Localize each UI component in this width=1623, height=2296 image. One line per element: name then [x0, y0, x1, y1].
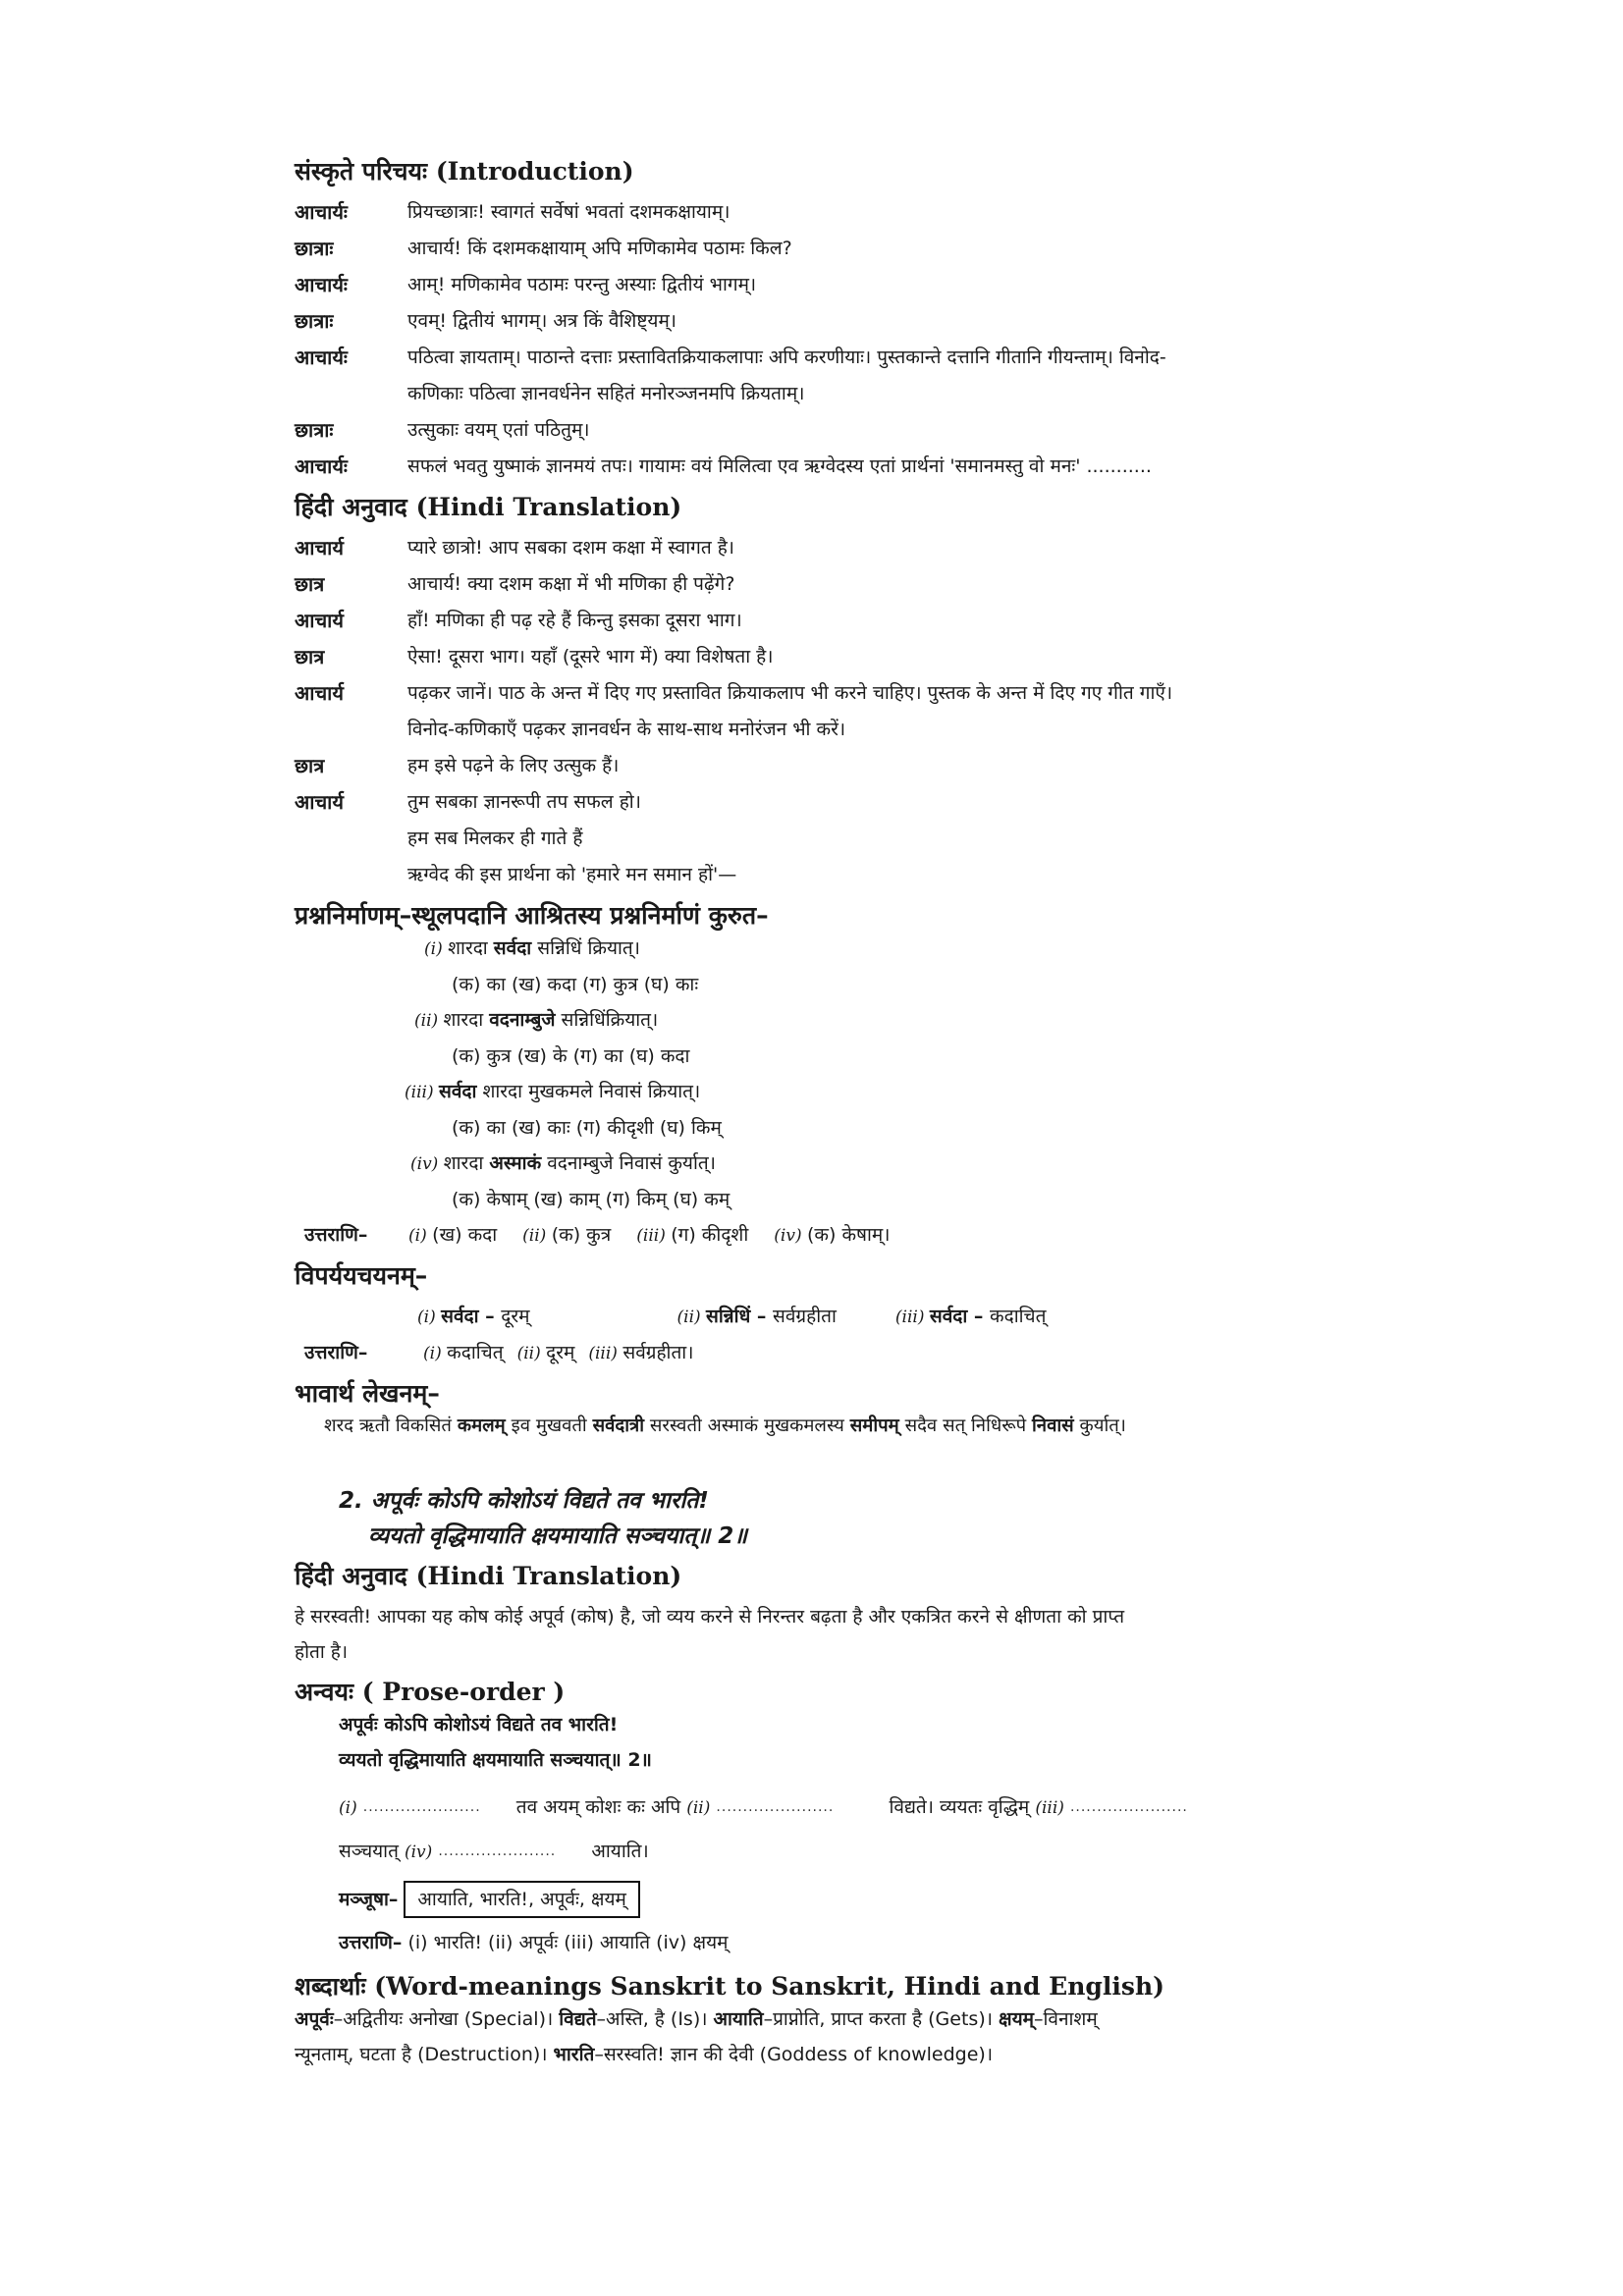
headword: अपूर्वः [295, 2008, 334, 2030]
answers-label: उत्तराणि– [304, 1224, 368, 1246]
antonym-option: कदाचित् [990, 1306, 1047, 1327]
question-options: (क) का (ख) काः (ग) कीदृशी (घ) किम् [452, 1117, 722, 1139]
question-text: शारदा [443, 1009, 490, 1031]
question-text: वदनाम्बुजे निवासं कुर्यात्। [541, 1152, 716, 1174]
dialogue-line: हम सब मिलकर ही गाते हैं [407, 828, 583, 849]
answer-number: (ii) [516, 1344, 547, 1363]
speaker-label: छात्राः [295, 237, 334, 260]
speaker-label: आचार्यः [295, 273, 348, 296]
separator: – [750, 1306, 773, 1327]
speaker-label: आचार्य [295, 609, 344, 632]
separator: – [478, 1306, 502, 1327]
hindi2-line-1: हे सरस्वती! आपका यह कोष कोई अपूर्व (कोष) है, जो व्यय करने से निरन्तर बढ़ता है और एकत्रित करने से क्षीणता को प्राप्त [295, 1606, 1125, 1628]
prose-verse-line-2: व्ययतो वृद्धिमायाति क्षयमायाति सञ्चयात्॥ 2॥ [339, 1749, 652, 1771]
dialogue-line: आम्! मणिकामेव पठामः परन्तु अस्याः द्वितीयं भागम्। [407, 274, 757, 295]
bhavarth-text [295, 1409, 1355, 1444]
headword: भारति [553, 2044, 595, 2065]
antonyms-items [295, 1299, 1355, 1335]
fill-text: आयाति। [591, 1841, 649, 1862]
bhavarth-fragment: इव मुखवती [505, 1415, 593, 1436]
prose-fill-in [295, 1786, 1355, 1964]
dialogue-line: आचार्य! क्या दशम कक्षा में भी मणिका ही पढ़ेंगे? [407, 573, 735, 595]
dialogue-line: तुम सबका ज्ञानरूपी तप सफल हो। [407, 791, 641, 813]
meaning: –अस्ति, है (Is)। [596, 2008, 714, 2030]
question-item [295, 1146, 1355, 1182]
meaning: न्यूनताम्, घटता है (Destruction)। [295, 2044, 554, 2065]
speaker-label [295, 857, 407, 893]
hindi2-heading-hi: हिंदी अनुवाद [295, 1562, 407, 1590]
bhavarth-fragment: शरद ऋतौ विकसितं [324, 1415, 458, 1436]
prose-verse-line-1: अपूर्वः कोऽपि कोशोऽयं विद्यते तव भारति! [339, 1714, 619, 1735]
bhavarth-heading: भावार्थ लेखनम्– [295, 1379, 440, 1408]
target-word: सर्वदा [493, 937, 532, 959]
hindi1-heading-en: (Hindi Translation) [415, 493, 682, 521]
answer-number: (iii) [636, 1226, 672, 1246]
answer-number: (iv) [774, 1226, 807, 1246]
dialogue-line: एवम्! द्वितीयं भागम्। अत्र किं वैशिष्ट्यम्। [407, 310, 677, 332]
answer-text: (क) केषाम्। [806, 1224, 891, 1246]
speaker-label [295, 712, 407, 748]
key-word: कमलम् [457, 1415, 506, 1436]
intro-heading-en: (Introduction) [435, 157, 634, 186]
bhavarth-fragment: सरस्वती अस्माकं मुखकमलस्य [644, 1415, 850, 1436]
hindi-translation-heading-2 [295, 1562, 1355, 1591]
fill-text: सञ्चयात् [339, 1841, 399, 1862]
item-number: (ii) [676, 1308, 707, 1327]
dialogue-line: विनोद-कणिकाएँ पढ़कर ज्ञानवर्धन के साथ-साथ मनोरंजन भी करें। [407, 719, 846, 740]
verse-2-line-1: 2. अपूर्वः कोऽपि कोशोऽयं विद्यते तव भारति! [339, 1488, 709, 1514]
antonym-item [895, 1306, 1047, 1327]
headword: क्षयम् [998, 2008, 1034, 2030]
antonym-item [417, 1306, 530, 1327]
meaning: –सरस्वति! ज्ञान की देवी (Goddess of knowledge)। [594, 2044, 994, 2065]
question-text: शारदा [443, 1152, 490, 1174]
speaker-label: छात्र [295, 754, 325, 777]
question-text: सन्निधिं क्रियात्। [531, 937, 640, 959]
item-number: (iii) [405, 1083, 439, 1102]
hindi-translation-2-text [295, 1599, 1355, 1670]
question-text: सन्निधिंक्रियात्। [555, 1009, 659, 1031]
answer-text: सर्वग्रहीता। [622, 1342, 694, 1363]
word-meanings-heading-hi: शब्दार्थाः [295, 1972, 366, 2001]
hindi2-heading-en: (Hindi Translation) [415, 1562, 682, 1590]
headword: विद्यते [559, 2008, 597, 2030]
speaker-label: छात्र [295, 645, 325, 668]
answer-number: (i) [423, 1344, 448, 1363]
verse-2-line-2: व्ययतो वृद्धिमायाति क्षयमायाति सञ्चयात्॥ 2॥ [368, 1523, 748, 1549]
blank-num: (iv) [404, 1842, 433, 1862]
prose-order-heading-hi: अन्वयः [295, 1678, 354, 1706]
question-item [295, 1074, 1355, 1110]
antonyms-answers [295, 1335, 1355, 1371]
blank-1[interactable]: ...................... [362, 1799, 481, 1815]
word-meanings-text [295, 2002, 1355, 2072]
target-word: वदनाम्बुजे [489, 1009, 556, 1031]
question-options: (क) केषाम् (ख) काम् (ग) किम् (घ) कम् [452, 1189, 730, 1210]
speaker-label: छात्राः [295, 418, 334, 442]
word-meanings-line-1 [295, 2002, 1355, 2037]
manjusha-word-box: आयाति, भारति!, अपूर्वः, क्षयम् [404, 1881, 639, 1918]
answer-text: कदाचित् [447, 1342, 504, 1363]
item-number: (iii) [894, 1308, 930, 1327]
answer-number: (ii) [522, 1226, 552, 1246]
question-item [295, 1002, 1355, 1039]
question-making-list [295, 931, 1355, 1217]
speaker-label: आचार्य [295, 536, 344, 560]
dialogue-line: सफलं भवतु युष्माकं ज्ञानमयं तपः। गायामः वयं मिलित्वा एव ऋग्वेदस्य एतां प्रार्थनां 'समानमस्तु वो मनः' ........... [407, 455, 1152, 477]
speaker-label: आचार्यः [295, 200, 348, 224]
item-number: (ii) [414, 1011, 444, 1031]
question-options: (क) कुत्र (ख) के (ग) का (घ) कदा [452, 1045, 690, 1067]
item-number: (i) [417, 1308, 442, 1327]
blank-2[interactable]: ...................... [716, 1799, 835, 1815]
antonym-word: सर्वदा [441, 1306, 479, 1327]
blank-4[interactable]: ...................... [438, 1843, 557, 1859]
antonyms-heading: विपर्ययचयनम्– [295, 1261, 428, 1290]
intro-heading-hi: संस्कृते परिचयः [295, 157, 428, 186]
dialogue-line: प्रियच्छात्राः! स्वागतं सर्वेषां भवतां दशमकक्षायाम्। [407, 201, 730, 223]
speaker-label: आचार्य [295, 790, 344, 814]
question-making-answers [295, 1217, 1355, 1254]
bhavarth-fragment: कुर्यात्। [1073, 1415, 1126, 1436]
hindi1-heading-hi: हिंदी अनुवाद [295, 493, 407, 521]
item-number: (iv) [410, 1154, 444, 1174]
dialogue-line: पढ़कर जानें। पाठ के अन्त में दिए गए प्रस्तावित क्रियाकलाप भी करने चाहिए। पुस्तक के अन्त में दिए गए गीत गाएँ। [407, 682, 1173, 704]
answer-text: (ख) कदा [432, 1224, 498, 1246]
key-word: सर्वदात्री [592, 1415, 645, 1436]
answers-label: उत्तराणि– [304, 1342, 368, 1363]
blank-3[interactable]: ...................... [1069, 1799, 1188, 1815]
answers-label: उत्तराणि– [339, 1932, 403, 1953]
item-number: (i) [424, 939, 449, 959]
question-making-heading: प्रश्ननिर्माणम्–स्थूलपदानि आश्रितस्य प्रश्ननिर्माणं कुरुत– [295, 901, 769, 930]
fill-text: विद्यते। व्ययतः वृद्धिम् [889, 1796, 1030, 1818]
dialogue-line: ऋग्वेद की इस प्रार्थना को 'हमारे मन समान हों'— [407, 864, 737, 885]
answer-text: (ग) कीदृशी [671, 1224, 749, 1246]
word-meanings-heading-en: (Word-meanings Sanskrit to Sanskrit, Hindi and English) [374, 1972, 1164, 2001]
prose-order-verse [295, 1707, 1355, 1778]
dialogue-line: हाँ! मणिका ही पढ़ रहे हैं किन्तु इसका दूसरा भाग। [407, 610, 742, 631]
answer-text: दूरम् [546, 1342, 575, 1363]
blank-num: (iii) [1035, 1798, 1064, 1818]
question-text: शारदा मुखकमले निवासं क्रियात्। [476, 1081, 701, 1102]
hindi-translation-heading-1 [295, 493, 1355, 522]
manjusha-label: मञ्जूषा– [339, 1889, 399, 1910]
speaker-label [295, 821, 407, 857]
dialogue-line: कणिकाः पठित्वा ज्ञानवर्धनेन सहितं मनोरञ्जनमपि क्रियताम्। [407, 383, 805, 404]
hindi-dialogue [295, 530, 1355, 893]
antonym-option: दूरम् [501, 1306, 530, 1327]
meaning: –अद्वितीयः अनोखा (Special)। [333, 2008, 560, 2030]
hindi2-line-2: होता है। [295, 1641, 349, 1663]
blank-num: (ii) [686, 1798, 711, 1818]
verse-2 [295, 1483, 1355, 1554]
prose-order-heading [295, 1678, 1355, 1707]
antonym-word: सर्वदा [929, 1306, 968, 1327]
intro-dialogue [295, 194, 1355, 485]
speaker-label: छात्राः [295, 309, 334, 333]
document-page [295, 157, 1355, 2072]
key-word: निवासं [1032, 1415, 1074, 1436]
antonym-item [677, 1306, 837, 1327]
separator: – [967, 1306, 991, 1327]
question-item [295, 931, 1355, 967]
dialogue-line: पठित्वा ज्ञायताम्। पाठान्ते दत्ताः प्रस्तावितक्रियाकलापाः अपि करणीयाः। पुस्तकान्ते दत्तानि गीतानि गीयन्ताम्। विनोद- [407, 347, 1166, 368]
word-meanings-line-2 [295, 2037, 1355, 2072]
fill-text: तव अयम् कोशः कः अपि [515, 1796, 681, 1818]
dialogue-line: उत्सुकाः वयम् एतां पठितुम्। [407, 419, 590, 441]
blank-num: (i) [339, 1798, 357, 1818]
answer-text: (क) कुत्र [551, 1224, 612, 1246]
word-meanings-heading [295, 1972, 1355, 2002]
key-word: समीपम् [849, 1415, 899, 1436]
prose-answers: (i) भारति! (ii) अपूर्वः (iii) आयाति (iv) क्षयम् [407, 1932, 729, 1953]
answer-number: (i) [408, 1226, 433, 1246]
target-word: अस्माकं [489, 1152, 542, 1174]
speaker-label: आचार्यः [295, 346, 348, 369]
meaning: –विनाशम् [1033, 2008, 1098, 2030]
headword: आयाति [713, 2008, 764, 2030]
meaning: –प्राप्नोति, प्राप्त करता है (Gets)। [763, 2008, 999, 2030]
dialogue-line: आचार्य! किं दशमकक्षायाम् अपि मणिकामेव पठामः किल? [407, 238, 792, 259]
answer-number: (iii) [588, 1344, 623, 1363]
target-word: सर्वदा [438, 1081, 477, 1102]
dialogue-line: हम इसे पढ़ने के लिए उत्सुक हैं। [407, 755, 620, 776]
prose-order-heading-en: ( Prose-order ) [361, 1678, 566, 1706]
speaker-label: आचार्य [295, 681, 344, 705]
antonym-option: सर्वग्रहीता [772, 1306, 837, 1327]
dialogue-line: ऐसा! दूसरा भाग। यहाँ (दूसरे भाग में) क्या विशेषता है। [407, 646, 774, 667]
antonym-word: सन्निधिं [706, 1306, 751, 1327]
speaker-label: आचार्यः [295, 454, 348, 478]
speaker-label [295, 376, 407, 412]
question-text: शारदा [448, 937, 494, 959]
question-options: (क) का (ख) कदा (ग) कुत्र (घ) काः [452, 974, 699, 995]
bhavarth-fragment: सदैव सत् निधिरूपे [898, 1415, 1033, 1436]
intro-heading [295, 157, 1355, 187]
speaker-label: छात्र [295, 572, 325, 596]
dialogue-line: प्यारे छात्रो! आप सबका दशम कक्षा में स्वागत है। [407, 537, 734, 559]
